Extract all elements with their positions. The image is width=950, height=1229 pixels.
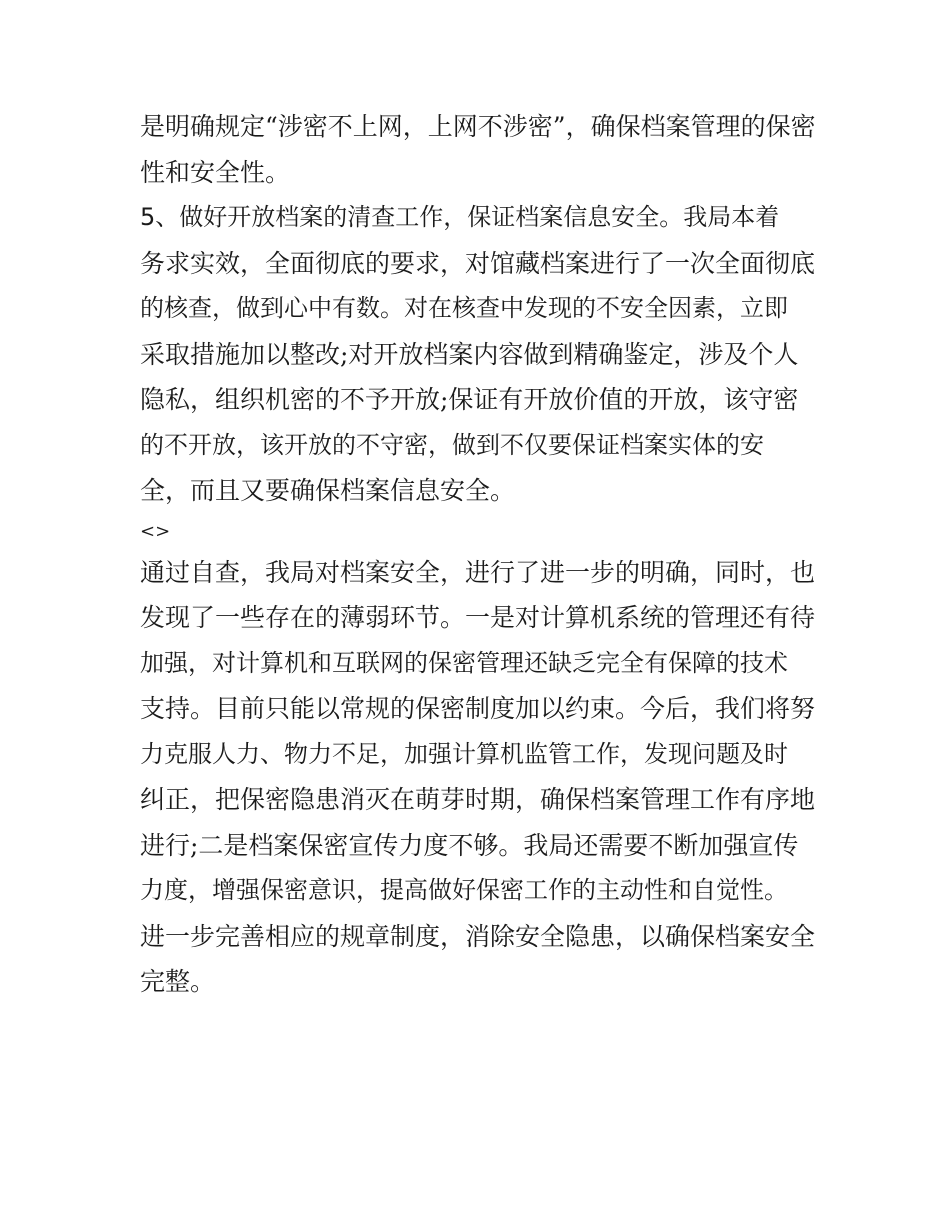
paragraph-line: 通过自查，我局对档案安全，进行了进一步的明确，同时，也 xyxy=(140,557,816,587)
paragraph-line: 的核查，做到心中有数。对在核查中发现的不安全因素，立即 xyxy=(140,294,788,322)
paragraph-line: 发现了一些存在的薄弱环节。一是对计算机系统的管理还有待 xyxy=(140,603,816,632)
paragraph-line: 力度，增强保密意识，提高做好保密工作的主动性和自觉性。 xyxy=(140,876,788,904)
paragraph-line: 的不开放，该开放的不守密，做到不仅要保证档案实体的安 xyxy=(140,430,764,459)
paragraph-line: 纠正，把保密隐患消灭在萌芽时期，确保档案管理工作有序地 xyxy=(140,785,816,814)
paragraph-line: 隐私，组织机密的不予开放;保证有开放价值的开放，该守密 xyxy=(140,385,799,414)
paragraph-line: 是明确规定“涉密不上网，上网不涉密”，确保档案管理的保密 xyxy=(140,112,816,141)
paragraph-line: 性和安全性。 xyxy=(140,157,291,187)
paragraph-2 xyxy=(140,195,815,514)
paragraph-3 xyxy=(140,550,815,1005)
paragraph-line: 力克服人力、物力不足，加强计算机监管工作，发现问题及时 xyxy=(140,739,788,768)
paragraph-line: 5、做好开放档案的清查工作，保证档案信息安全。我局本着 xyxy=(140,203,780,231)
paragraph-line: 进行;二是档案保密宣传力度不够。我局还需要不断加强宣传 xyxy=(140,830,799,860)
section-marker: <> xyxy=(140,520,171,542)
paragraph-line: 进一步完善相应的规章制度，消除安全隐患，以确保档案安全 xyxy=(140,921,816,951)
paragraph-line: 全，而且又要确保档案信息安全。 xyxy=(140,476,516,505)
paragraph-line: 支持。目前只能以常规的保密制度加以约束。今后，我们将努 xyxy=(140,694,816,723)
paragraph-line: 加强，对计算机和互联网的保密管理还缺乏完全有保障的技术 xyxy=(140,648,788,677)
paragraph-line: 务求实效，全面彻底的要求，对馆藏档案进行了一次全面彻底 xyxy=(140,248,816,278)
paragraph-1 xyxy=(140,104,815,195)
paragraph-line: 采取措施加以整改;对开放档案内容做到精确鉴定，涉及个人 xyxy=(140,339,799,369)
document-body xyxy=(140,104,815,1005)
paragraph-line: 完整。 xyxy=(140,967,216,996)
